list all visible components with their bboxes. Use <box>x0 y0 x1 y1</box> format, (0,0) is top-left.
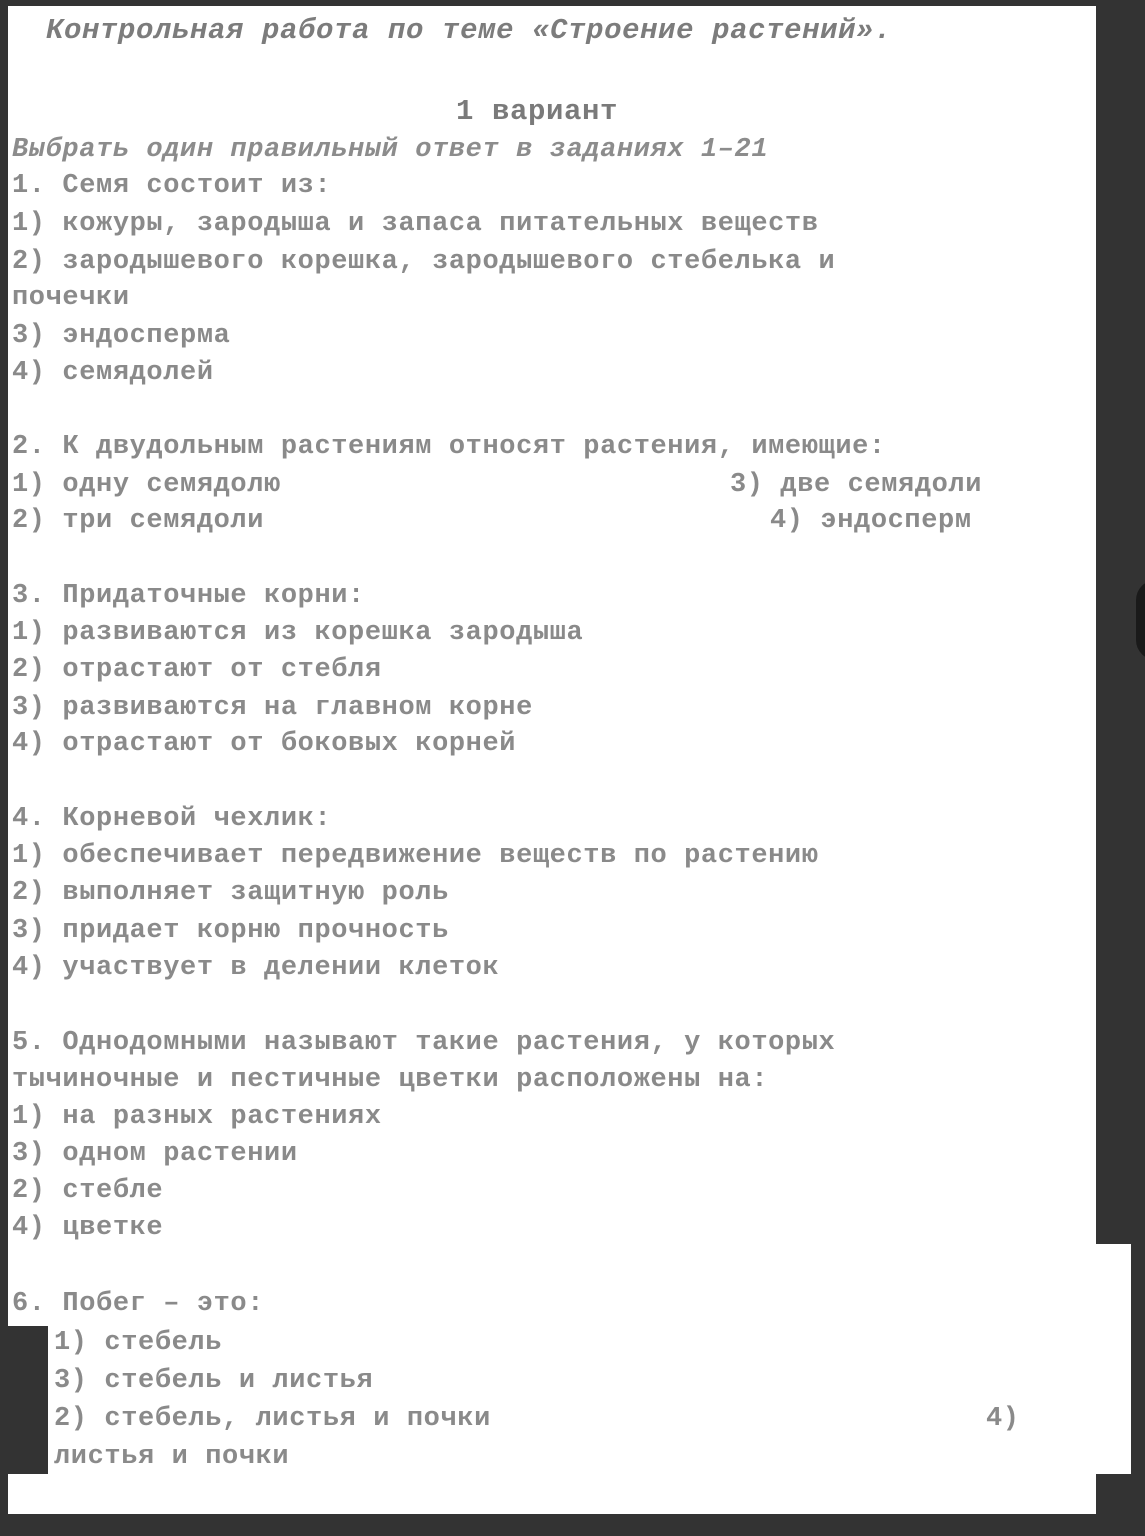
q1-option-2-continued: почечки <box>12 283 130 313</box>
question-5-continued: тычиночные и пестичные цветки расположены на: <box>12 1065 769 1095</box>
q5-option-2: 2) стебле <box>12 1176 164 1206</box>
question-4: 4. Корневой чехлик: <box>12 804 332 834</box>
instruction-text: Выбрать один правильный ответ в заданиях 1–21 <box>12 135 769 165</box>
q2-option-1: 1) одну семядолю <box>12 470 281 500</box>
question-5: 5. Однодомными называют такие растения, у которых <box>12 1028 836 1058</box>
q6-option-4-number: 4) <box>986 1404 1020 1434</box>
question-2: 2. К двудольным растениям относят растения, имеющие: <box>12 432 886 462</box>
q1-option-1: 1) кожуры, зародыша и запаса питательных веществ <box>12 209 819 239</box>
q3-option-3: 3) развиваются на главном корне <box>12 693 533 723</box>
q3-option-4: 4) отрастают от боковых корней <box>12 729 517 759</box>
q1-option-3: 3) эндосперма <box>12 321 231 351</box>
question-1: 1. Семя состоит из: <box>12 171 332 201</box>
q4-option-3: 3) придает корню прочность <box>12 916 449 946</box>
q1-option-4: 4) семядолей <box>12 358 214 388</box>
variant-heading: 1 вариант <box>456 95 619 128</box>
document-title: Контрольная работа по теме «Строение растений». <box>46 14 893 47</box>
q3-option-1: 1) развиваются из корешка зародыша <box>12 618 584 648</box>
q5-option-4: 4) цветке <box>12 1213 164 1243</box>
q5-option-3: 3) одном растении <box>12 1139 298 1169</box>
question-3: 3. Придаточные корни: <box>12 581 365 611</box>
q6-option-2: 2) стебель, листья и почки <box>54 1404 491 1434</box>
question-6: 6. Побег – это: <box>12 1289 265 1319</box>
q4-option-4: 4) участвует в делении клеток <box>12 953 500 983</box>
q4-option-2: 2) выполняет защитную роль <box>12 878 449 908</box>
q2-option-2: 2) три семядоли <box>12 506 265 536</box>
page-sheet-lower <box>48 1244 1131 1474</box>
scroll-edge-handle[interactable] <box>1136 580 1145 660</box>
page-sheet-bottom <box>8 1474 1096 1514</box>
q5-option-1: 1) на разных растениях <box>12 1102 382 1132</box>
q6-option-1: 1) стебель <box>54 1328 223 1358</box>
q6-option-4: листья и почки <box>54 1442 290 1472</box>
q3-option-2: 2) отрастают от стебля <box>12 655 382 685</box>
q2-option-4: 4) эндосперм <box>770 506 972 536</box>
q6-option-3: 3) стебель и листья <box>54 1366 374 1396</box>
q2-option-3: 3) две семядоли <box>730 470 983 500</box>
q1-option-2: 2) зародышевого корешка, зародышевого стебелька и <box>12 247 836 277</box>
q4-option-1: 1) обеспечивает передвижение веществ по растению <box>12 841 819 871</box>
